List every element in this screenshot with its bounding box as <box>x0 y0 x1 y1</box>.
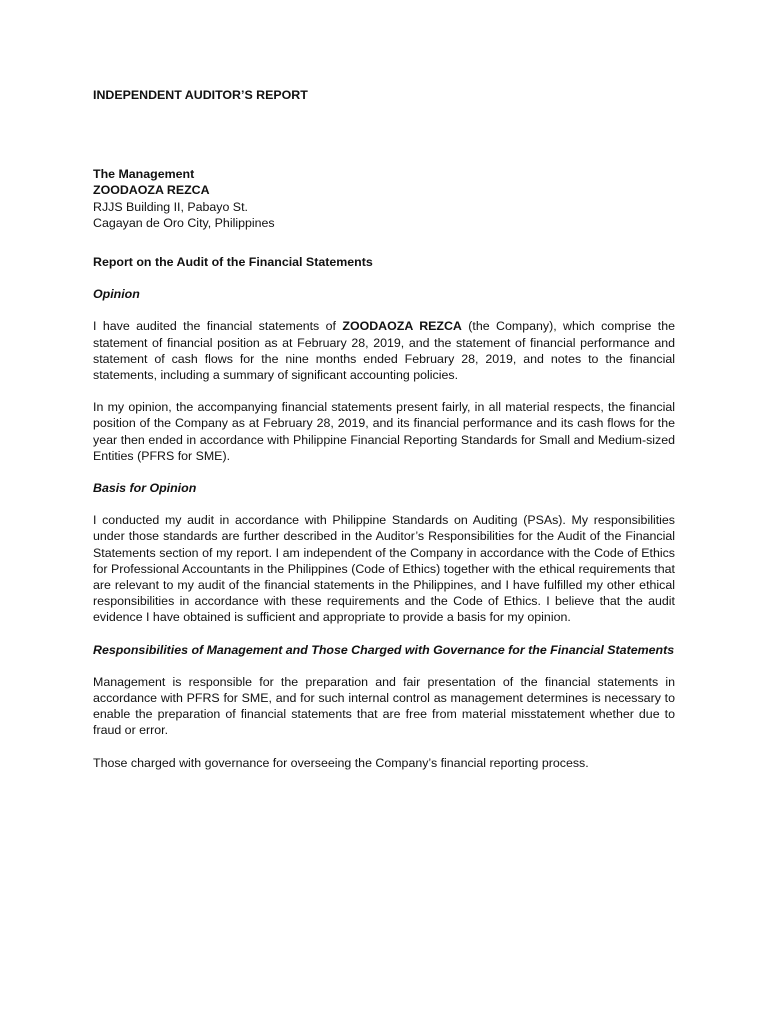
addressee-address-line2: Cagayan de Oro City, Philippines <box>93 215 275 230</box>
opinion-p1-company: ZOODAOZA REZCA <box>342 319 462 334</box>
basis-paragraph: I conducted my audit in accordance with Philippine Standards on Auditing (PSAs). My responsibilities under those standards are further described in the Auditor’s Responsibilities for the Audit of the Financial Statements section of my report. I am independent of the Company in accordance with the Code of Ethics for Professional Accountants in the Philippines (Code of Ethics) together with the ethical requirements that are relevant to my audit of the financial statements in the Philippines, and I have fulfilled my other ethical responsibilities in accordance with these requirements and the Code of Ethics. I believe that the audit evidence I have obtained is sufficient and appropriate to provide a basis for my opinion. <box>93 513 675 625</box>
addressee-line: The Management <box>93 167 195 182</box>
opinion-p1-before: I have audited the financial statements of <box>93 319 343 334</box>
responsibilities-paragraph-1: Management is responsible for the preparation and fair presentation of the financial statements in accordance with PFRS for SME, and for such internal control as management determines is necessary to enable the preparation of financial statements that are free from material misstatement whether due to fraud or error. <box>93 674 675 738</box>
report-title: INDEPENDENT AUDITOR’S REPORT <box>93 88 308 102</box>
opinion-heading: Opinion <box>93 287 140 302</box>
opinion-paragraph-2: In my opinion, the accompanying financial statements present fairly, in all material respects, the financial position of the Company as at February 28, 2019, and its financial performance and its cash flows for the year then ended in accordance with Philippine Financial Reporting Standards for Small and Medium-sized Entities (PFRS for SME). <box>93 400 675 463</box>
opinion-paragraph-1 <box>93 318 675 383</box>
addressee-company: ZOODAOZA REZCA <box>93 183 210 198</box>
responsibilities-heading: Responsibilities of Management and Those Charged with Governance for the Financial Statements <box>93 642 675 657</box>
section-title: Report on the Audit of the Financial Statements <box>93 255 373 270</box>
responsibilities-paragraph-2: Those charged with governance for overseeing the Company’s financial reporting process. <box>93 755 589 770</box>
addressee-block <box>93 166 675 231</box>
addressee-address-line1: RJJS Building II, Pabayo St. <box>93 199 248 214</box>
opinion-p1-after: (the Company), which comprise the statement of financial position as at February 28, 2019, and the statement of financial performance and statement of cash flows for the nine months ended February 28, 2019, and notes to the financial statements, including a summary of significant accounting policies. <box>93 319 675 383</box>
basis-heading: Basis for Opinion <box>93 481 197 496</box>
document-page <box>93 87 675 771</box>
